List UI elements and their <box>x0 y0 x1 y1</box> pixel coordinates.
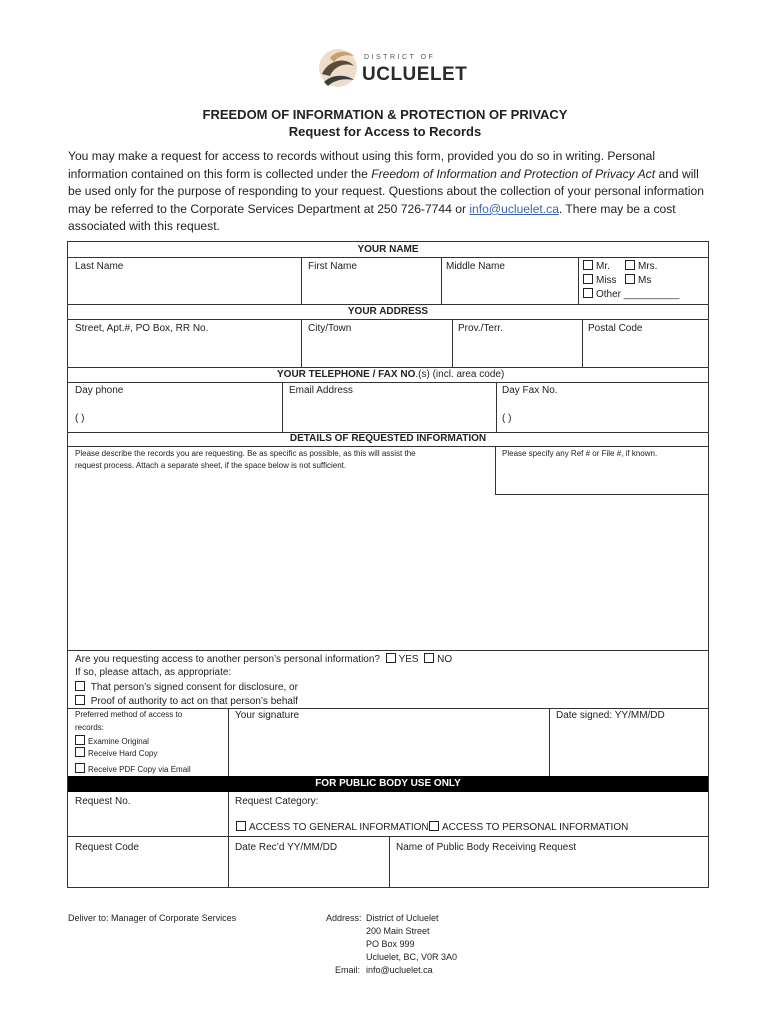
details-heading: DETAILS OF REQUESTED INFORMATION <box>289 433 487 444</box>
email-field[interactable]: Email Address <box>289 385 353 396</box>
checkbox-ms[interactable] <box>625 274 635 284</box>
public-body-heading: FOR PUBLIC BODY USE ONLY <box>315 778 461 789</box>
phone-heading: YOUR TELEPHONE / FAX NO.(s) (incl. area code) <box>277 369 505 380</box>
title-mr[interactable]: Mr. <box>583 260 610 272</box>
checkbox-mr[interactable] <box>583 260 593 270</box>
page-title: FREEDOM OF INFORMATION & PROTECTION OF PRIVACY <box>202 107 568 122</box>
checkbox-consent[interactable] <box>75 681 85 691</box>
signature-field[interactable]: Your signature <box>235 710 300 721</box>
title-miss[interactable]: Miss <box>583 274 617 286</box>
checkbox-mrs[interactable] <box>625 260 635 270</box>
proof-option[interactable]: Proof of authority to act on that person’s behalf <box>75 695 298 707</box>
day-phone-field[interactable]: Day phone <box>75 385 124 396</box>
request-category-label: Request Category: <box>235 796 319 807</box>
title-other[interactable]: Other __________ <box>583 288 679 300</box>
request-no-field[interactable]: Request No. <box>75 796 131 807</box>
date-signed-field[interactable]: Date signed: YY/MM/DD <box>556 710 665 721</box>
footer-email-label: Email: <box>335 965 361 975</box>
footer-email[interactable]: info@ucluelet.ca <box>366 965 433 975</box>
address-line-1: District of Ucluelet <box>366 913 439 923</box>
other-person-question: Are you requesting access to another person’s personal information? YES NO <box>75 654 453 665</box>
logo-ucluelet: UCLUELET <box>362 64 468 85</box>
name-heading: YOUR NAME <box>357 244 419 255</box>
province-field[interactable]: Prov./Terr. <box>458 323 503 334</box>
address-label: Address: <box>326 913 362 923</box>
checkbox-examine[interactable] <box>75 735 85 745</box>
last-name-field[interactable]: Last Name <box>75 261 124 272</box>
day-fax-field[interactable]: Day Fax No. <box>502 385 558 396</box>
address-line-4: Ucluelet, BC, V0R 3A0 <box>366 952 458 962</box>
middle-name-field[interactable]: Middle Name <box>446 261 505 272</box>
ref-number-field[interactable]: Please specify any Ref # or File #, if known. <box>502 449 658 458</box>
if-so-text: If so, please attach, as appropriate: <box>75 667 232 678</box>
address-line-2: 200 Main Street <box>366 926 430 936</box>
checkbox-hard-copy[interactable] <box>75 747 85 757</box>
category-general[interactable]: ACCESS TO GENERAL INFORMATION <box>236 821 429 833</box>
checkbox-yes[interactable] <box>386 653 396 663</box>
address-heading: YOUR ADDRESS <box>347 306 429 317</box>
receiving-body-field[interactable]: Name of Public Body Receiving Request <box>396 842 577 853</box>
access-method-label-2: records: <box>75 723 104 732</box>
day-fax-area: ( ) <box>502 413 512 424</box>
describe-instructions-1: Please describe the records you are requesting. Be as specific as possible, as this will assist the <box>75 449 416 458</box>
option-hard-copy[interactable]: Receive Hard Copy <box>75 747 157 758</box>
option-pdf[interactable]: Receive PDF Copy via Email <box>75 763 191 774</box>
logo-district-of: DISTRICT OF <box>364 54 436 61</box>
checkbox-personal[interactable] <box>429 821 439 831</box>
records-description-area[interactable] <box>68 474 494 650</box>
access-method-label-1: Preferred method of access to <box>75 710 183 719</box>
title-ms[interactable]: Ms <box>625 274 651 286</box>
intro-paragraph: You may make a request for access to records without using this form, provided you do so in writing. Personal information contained on this form is collected under the Freedom of Information and Protection of Privacy Act and will be used only for the purpose of responding to your request. Questions about the collection of your personal information may be referred to the Corporate Services Department at 250 726-7744 or info@ucluelet.ca. There may be a cost associated with this request. <box>68 149 704 234</box>
act-name: Freedom of Information and Protection of Privacy Act <box>371 166 656 181</box>
street-field[interactable]: Street, Apt.#, PO Box, RR No. <box>75 323 209 334</box>
postal-code-field[interactable]: Postal Code <box>588 323 643 334</box>
page-subtitle: Request for Access to Records <box>288 124 482 139</box>
checkbox-no[interactable] <box>424 653 434 663</box>
checkbox-miss[interactable] <box>583 274 593 284</box>
consent-option[interactable]: That person’s signed consent for disclosure, or <box>75 681 298 693</box>
first-name-field[interactable]: First Name <box>308 261 357 272</box>
deliver-to: Deliver to: Manager of Corporate Services <box>68 913 237 923</box>
request-code-field[interactable]: Request Code <box>75 842 139 853</box>
checkbox-proof[interactable] <box>75 695 85 705</box>
day-phone-area: ( ) <box>75 413 85 424</box>
category-personal[interactable]: ACCESS TO PERSONAL INFORMATION <box>429 821 628 833</box>
option-examine[interactable]: Examine Original <box>75 735 149 746</box>
email-link[interactable]: info@ucluelet.ca <box>469 201 559 216</box>
checkbox-other[interactable] <box>583 288 593 298</box>
title-mrs[interactable]: Mrs. <box>625 260 657 272</box>
address-line-3: PO Box 999 <box>366 939 415 949</box>
describe-instructions-2: request process. Attach a separate sheet, if the space below is not sufficient. <box>75 461 347 470</box>
checkbox-general[interactable] <box>236 821 246 831</box>
city-field[interactable]: City/Town <box>308 323 352 334</box>
date-received-field[interactable]: Date Rec’d YY/MM/DD <box>235 842 338 853</box>
request-form <box>67 241 709 888</box>
checkbox-pdf[interactable] <box>75 763 85 773</box>
